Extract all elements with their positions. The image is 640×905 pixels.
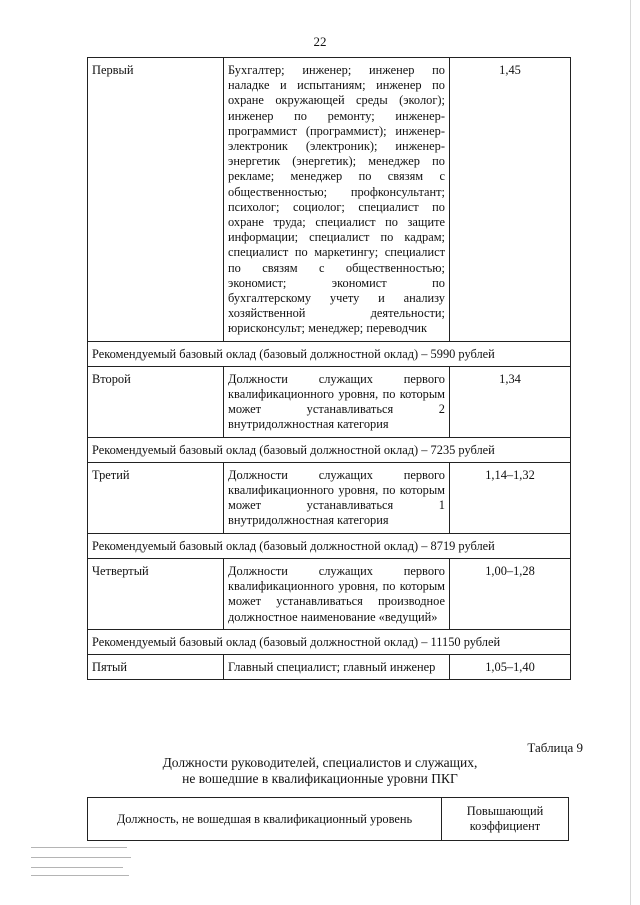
coefficient-cell: 1,14–1,32 [450, 462, 571, 533]
coefficient-cell: 1,45 [450, 58, 571, 342]
positions-cell: Главный специалист; главный инженер [224, 654, 450, 679]
salary-cell: Рекомендуемый базовый оклад (базовый должностной оклад) – 8719 рублей [88, 533, 571, 558]
level-cell: Четвертый [88, 558, 224, 629]
salary-row [88, 341, 571, 366]
pkg-levels-table [87, 57, 571, 680]
table-heading-line: Должности руководителей, специалистов и служащих, [162, 755, 478, 770]
column-header-position: Должность, не вошедшая в квалификационный уровень [88, 798, 442, 841]
stamp-line [31, 857, 131, 858]
table-heading [0, 755, 640, 787]
table-heading-line: не вошедшие в квалификационные уровни ПКГ [182, 771, 458, 786]
table-row [88, 58, 571, 342]
level-cell: Второй [88, 366, 224, 437]
table-label: Таблица 9 [527, 740, 583, 755]
coefficient-cell: 1,00–1,28 [450, 558, 571, 629]
salary-cell: Рекомендуемый базовый оклад (базовый должностной оклад) – 11150 рублей [88, 629, 571, 654]
coefficient-cell: 1,05–1,40 [450, 654, 571, 679]
table-9 [87, 797, 569, 841]
registration-stamp [27, 843, 135, 877]
column-header-line: Повышающий [466, 804, 544, 818]
stamp-line [31, 847, 127, 848]
stamp-line [31, 867, 123, 868]
salary-row [88, 629, 571, 654]
table-row [88, 654, 571, 679]
positions-cell: Должности служащих первого квалификационного уровня, по которым может устанавливаться производное должностное наименование «ведущий» [224, 558, 450, 629]
salary-cell: Рекомендуемый базовый оклад (базовый должностной оклад) – 5990 рублей [88, 341, 571, 366]
salary-row [88, 437, 571, 462]
table-row [88, 462, 571, 533]
page-number: 22 [313, 34, 327, 49]
table-row [88, 366, 571, 437]
level-cell: Пятый [88, 654, 224, 679]
coefficient-cell: 1,34 [450, 366, 571, 437]
positions-cell: Должности служащих первого квалификационного уровня, по которым может устанавливаться 2 внутридолжностная категория [224, 366, 450, 437]
stamp-line [31, 875, 129, 876]
column-header-coefficient [442, 798, 569, 841]
positions-cell: Бухгалтер; инженер; инженер по наладке и испытаниям; инженер по охране окружающей среды (эколог); инженер по ремонту; инженер-программист (программист); инженер-электроник (электроник); инженер-энергетик (энергетик); менеджер по рекламе; менеджер по связям с общественностью; профконсультант; психолог; социолог; специалист по охране труда; специалист по защите информации; специалист по кадрам; специалист по маркетингу; специалист по связям с общественностью; экономист; экономист по бухгалтерскому учету и анализу хозяйственной деятельности; юрисконсульт; менеджер; переводчик [224, 58, 450, 342]
table-header-row [88, 798, 569, 841]
level-cell: Третий [88, 462, 224, 533]
level-cell: Первый [88, 58, 224, 342]
column-header-line: коэффициент [469, 819, 541, 833]
salary-cell: Рекомендуемый базовый оклад (базовый должностной оклад) – 7235 рублей [88, 437, 571, 462]
table-row [88, 558, 571, 629]
positions-cell: Должности служащих первого квалификационного уровня, по которым может устанавливаться 1 внутридолжностная категория [224, 462, 450, 533]
salary-row [88, 533, 571, 558]
